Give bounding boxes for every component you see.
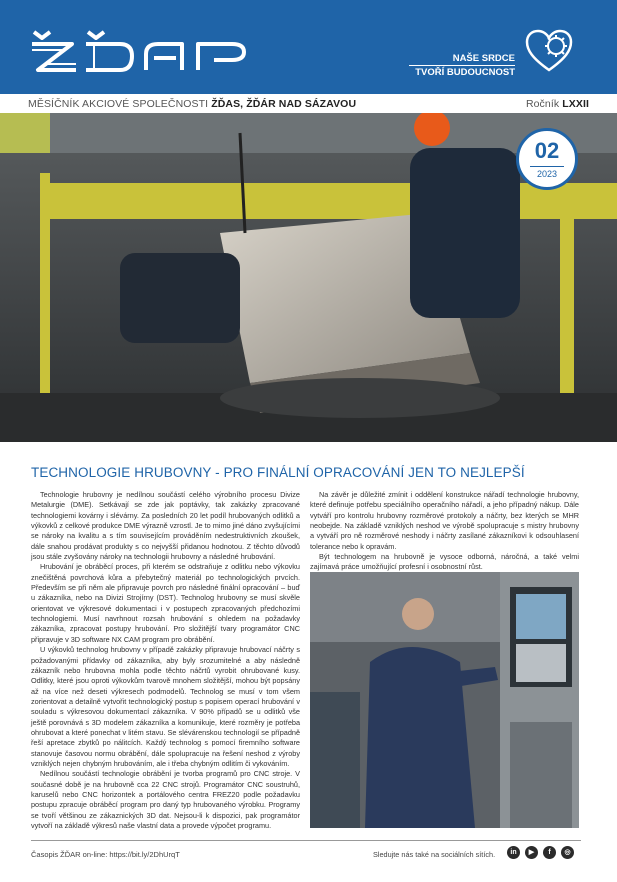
volume — [526, 98, 589, 110]
publication-prefix: MĚSÍČNÍK AKCIOVÉ SPOLEČNOSTI — [28, 98, 212, 110]
publication-company: ŽĎAS, ŽĎÁR NAD SÁZAVOU — [211, 98, 357, 110]
volume-number: LXXII — [562, 98, 589, 110]
instagram-icon[interactable]: ◎ — [561, 846, 574, 859]
cnc-operator-photo — [310, 572, 579, 828]
article-paragraph: Na závěr je důležité zmínit i oddělení konstrukce nářadí technologie hrubovny, které definuje potřebu speciálního operačního nářadí, a jeho případný nákup. Dále vytváří pro kontrolu hrubovny rozměrové protokoly a náčrty, bez kterých se MHR neobejde. Na základě vzniklých neshod ve výrobě spolupracuje s mistry hrubovny a vytváří pro ně rozměrové neshody i náčrty zasílané zákazníkovi k odsouhlasení tolerance nebo k opravám. — [310, 490, 579, 551]
publication-name — [28, 98, 356, 110]
article-paragraph: Technologie hrubovny je nedílnou součástí celého výrobního procesu Divize Metalurgie (DME). Setkávají se zde jak poptávky, tak zakázky zpracované technologiemi kovárny i slévárny. Za posledních 20 let podíl hrubovaných odlitků a výkovků z celkové produkce DME výrazně vzrostl. Je to mimo jiné dáno zvyšujícími se nároky na kvalitu a s tím souvisejícím prováděním nedestruktivních zkoušek, dále snahou prodávat produkty s co nejvyšší přidanou hodnotou. Z těchto důvodů jsou stále zvyšovány nároky na technologii hrubovny a následné hrubování. — [31, 490, 300, 562]
volume-prefix: Ročník — [525, 98, 563, 110]
article-column-left — [31, 490, 300, 831]
issue-year: 2023 — [530, 166, 564, 179]
issue-number: 02 — [534, 138, 560, 163]
online-link[interactable]: Časopis ŽĎAR on-line: https://bit.ly/2DhUrqT — [31, 850, 180, 859]
article-title: TECHNOLOGIE HRUBOVNY - PRO FINÁLNÍ OPRACOVÁNÍ JEN TO NEJLEPŠÍ — [31, 465, 525, 480]
linkedin-icon[interactable]: in — [507, 846, 520, 859]
article-paragraph: U výkovků technolog hrubovny v případě zakázky připravuje hrubovací náčrty s požadovanými přídavky od zákazníka, aby byly srozumitelné a aby následně zákazník nebo hrubovna mohla podle těchto náčrtů vyrobit ohrubované kusy. Odlitky, které jsou oproti výkovkům tvarově mnohem složitější, mohou být popsány až na více než deseti výkresech podmodelů. Technolog se musí v tom všem zorientovat a detailně vytvořit technologický postup s popisem operací hrubování v souladu s výkresovou dokumentací zákazníka. V 90% případů se u odlitků vše ještě porovnává s 3D modelem zákazníka a komunikuje, které rozměry je potřeba ohrubovat a které ponechat v litém stavu. Se slévárenskou technologií se případně řeší apretace zbytků po nálitcích. Každý technolog s pomocí firemního software stanovuje časovou normu obrábění, dále spolupracuje na řešení neshod z výroby vzniklých nejen chybným hrubováním, ale i třeba chybným odlitím či vykováním. — [31, 645, 300, 768]
article-column-right — [310, 490, 579, 573]
footer-divider — [31, 840, 581, 841]
youtube-icon[interactable]: ▶ — [525, 846, 538, 859]
slogan-line1: NAŠE SRDCE — [452, 53, 515, 64]
article-paragraph: Hrubování je obráběcí proces, při kterém se odstraňuje z odlitku nebo výkovku znečištěná povrchová kůra a přebytečný materiál po technologických prvcích. Především se při něm ale připravuje povrch pro následné finální opracování – buď u zákazníka, nebo na Divizi Strojírny (DST). Technolog hrubovny se musí skvěle orientovat ve výkresové dokumentaci i v postupech zpracovaných předchozími technologiemi. Musí navrhnout rozsah hrubování s ohledem na požadavky zákazníka, zpracovat postupy hrubování. Pro složitější tvary programátor CNC připravuje v 3D software NX CAM program pro obrábění. — [31, 562, 300, 644]
cnc-operator-photo-illustration — [310, 572, 579, 828]
social-caption: Sledujte nás také na sociálních sítích. — [373, 850, 496, 859]
slogan-line2: TVOŘÍ BUDOUCNOST — [409, 65, 515, 79]
article-paragraph: Nedílnou součástí technologie obrábění je tvorba programů pro CNC stroje. V současné době je na hrubovně cca 22 CNC strojů. Programátor CNC soustruhů, karuselů nebo CNC horizontek a portálového centra FREZ20 podle požadavku postupu zpracuje obráběcí program pro daný typ hrubovaného výrobku. Programy se tvoří většinou ze zákaznických 3D dat. Nejsou-li k dispozici, pak programátor vytvoří na základě výkresů naše vlastní data a provede výpočet programu. — [31, 769, 300, 830]
heart-gear-icon — [524, 28, 574, 74]
zdar-logo — [28, 26, 258, 76]
masthead — [0, 0, 617, 94]
slogan — [410, 52, 515, 79]
facebook-icon[interactable]: f — [543, 846, 556, 859]
publication-line — [28, 96, 589, 114]
issue-badge — [516, 128, 578, 190]
article-paragraph: Být technologem na hrubovně je vysoce odborná, náročná, a také velmi zajímavá práce umožňující profesní i osobnostní růst. — [310, 552, 579, 572]
